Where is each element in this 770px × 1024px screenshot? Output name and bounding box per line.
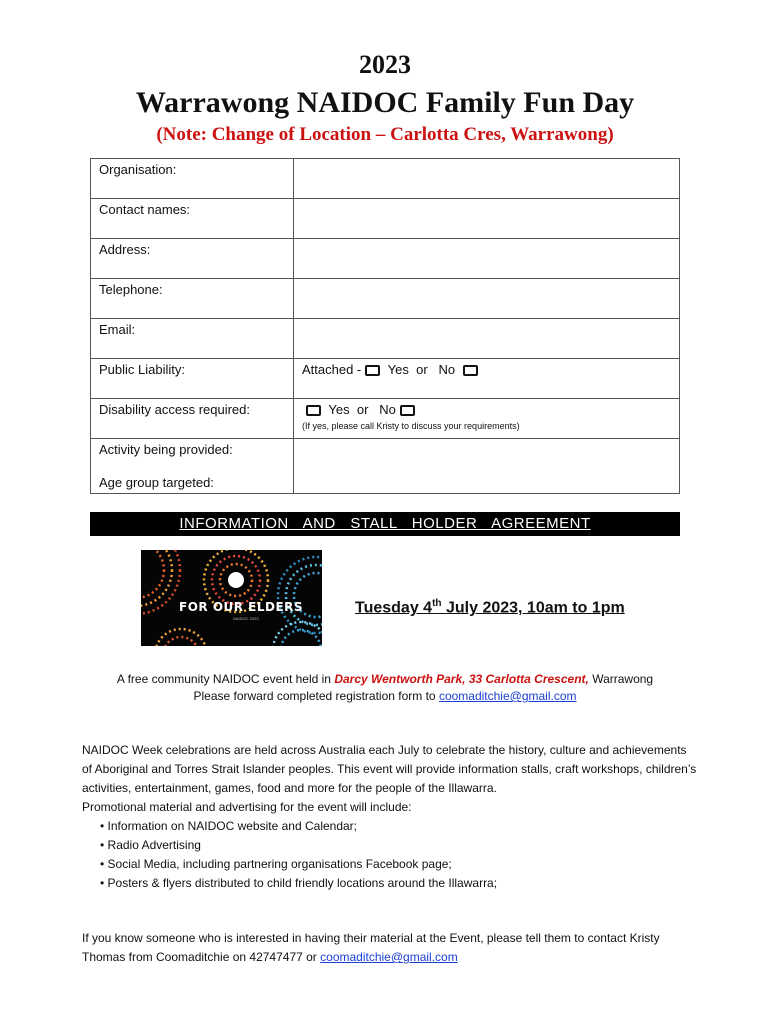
event-date [355, 598, 625, 617]
intro-prefix: A free community NAIDOC event held in [116, 672, 335, 686]
list-item: • Posters & flyers distributed to child friendly locations around the Illawarra; [100, 874, 697, 893]
liability-no-label: No [438, 362, 456, 377]
activity-field[interactable] [294, 439, 680, 494]
agreement-banner [90, 512, 680, 536]
page-title: Warrawong NAIDOC Family Fun Day [135, 86, 635, 119]
year-heading: 2023 [359, 50, 411, 79]
liability-or-label: or [416, 362, 428, 377]
registration-table [90, 158, 680, 494]
table-row [91, 439, 680, 494]
description-paragraph: NAIDOC Week celebrations are held across Australia each July to celebrate the history, culture and achievements of Aboriginal and Torres Strait Islander peoples. This event will provide information stalls, craft workshops, children’s activities, entertainment, games, food and more for the people of the Illawarra. [82, 743, 697, 795]
event-location: Darcy Wentworth Park, 33 Carlotta Crescent, [334, 672, 589, 686]
organisation-label: Organisation: [91, 159, 294, 199]
email-field[interactable] [294, 319, 680, 359]
activity-label: Activity being provided: [99, 442, 233, 457]
address-label: Address: [91, 239, 294, 279]
liability-no-checkbox[interactable] [463, 365, 478, 376]
intro-suffix: Warrawong [588, 672, 654, 686]
forward-form-line [0, 689, 770, 703]
body-section [82, 741, 697, 893]
disability-no-label: No [379, 402, 396, 417]
forward-text: Please forward completed registration form to [193, 689, 439, 703]
table-row [91, 359, 680, 399]
public-liability-options [294, 359, 680, 399]
email-link[interactable]: coomaditchie@gmail.com [438, 689, 577, 703]
disability-access-label: Disability access required: [91, 399, 294, 439]
disability-or-label: or [356, 402, 369, 417]
list-item: • Radio Advertising [100, 836, 697, 855]
logo-text: FOR OUR ELDERS [179, 600, 304, 614]
dot-art-pattern [141, 550, 322, 646]
table-row [91, 239, 680, 279]
event-date-pre: Tuesday 4 [355, 599, 433, 617]
closing-email-link[interactable]: coomaditchie@gmail.com [320, 950, 458, 964]
address-field[interactable] [294, 239, 680, 279]
table-row [91, 399, 680, 439]
event-date-post: July 2023, 10am to 1pm [441, 599, 625, 617]
table-row [91, 279, 680, 319]
closing-paragraph [82, 929, 697, 967]
telephone-label: Telephone: [91, 279, 294, 319]
logo-subtext: NAIDOC 2023 [233, 616, 259, 621]
contact-names-label: Contact names: [91, 199, 294, 239]
disability-no-checkbox[interactable] [400, 405, 415, 416]
promo-heading: Promotional material and advertising for the event will include: [82, 800, 412, 814]
email-label: Email: [91, 319, 294, 359]
location-note: (Note: Change of Location – Carlotta Cres, Warrawong) [156, 124, 614, 145]
event-location-line [0, 672, 770, 686]
closing-text: If you know someone who is interested in having their material at the Event, please tell them to contact Kristy Thomas from Coomaditchie on 42747477 or [82, 931, 660, 964]
contact-names-field[interactable] [294, 199, 680, 239]
activity-age-cell [91, 439, 294, 494]
table-row [91, 159, 680, 199]
table-row [91, 199, 680, 239]
event-date-ordinal: th [432, 598, 442, 609]
liability-yes-checkbox[interactable] [365, 365, 380, 376]
for-our-elders-logo [141, 550, 322, 646]
disability-note: (If yes, please call Kristy to discuss your requirements) [302, 421, 520, 431]
disability-access-options [294, 399, 680, 439]
promo-list [82, 817, 697, 893]
disability-yes-checkbox[interactable] [306, 405, 321, 416]
public-liability-label: Public Liability: [91, 359, 294, 399]
liability-yes-label: Yes [387, 362, 409, 377]
attached-label: Attached - [302, 362, 362, 377]
agreement-banner-text: INFORMATION AND STALL HOLDER AGREEMENT [179, 515, 591, 532]
list-item: • Social Media, including partnering organisations Facebook page; [100, 855, 697, 874]
organisation-field[interactable] [294, 159, 680, 199]
disability-yes-label: Yes [328, 402, 350, 417]
list-item: • Information on NAIDOC website and Calendar; [100, 817, 697, 836]
table-row [91, 319, 680, 359]
telephone-field[interactable] [294, 279, 680, 319]
age-group-label: Age group targeted: [99, 475, 214, 490]
